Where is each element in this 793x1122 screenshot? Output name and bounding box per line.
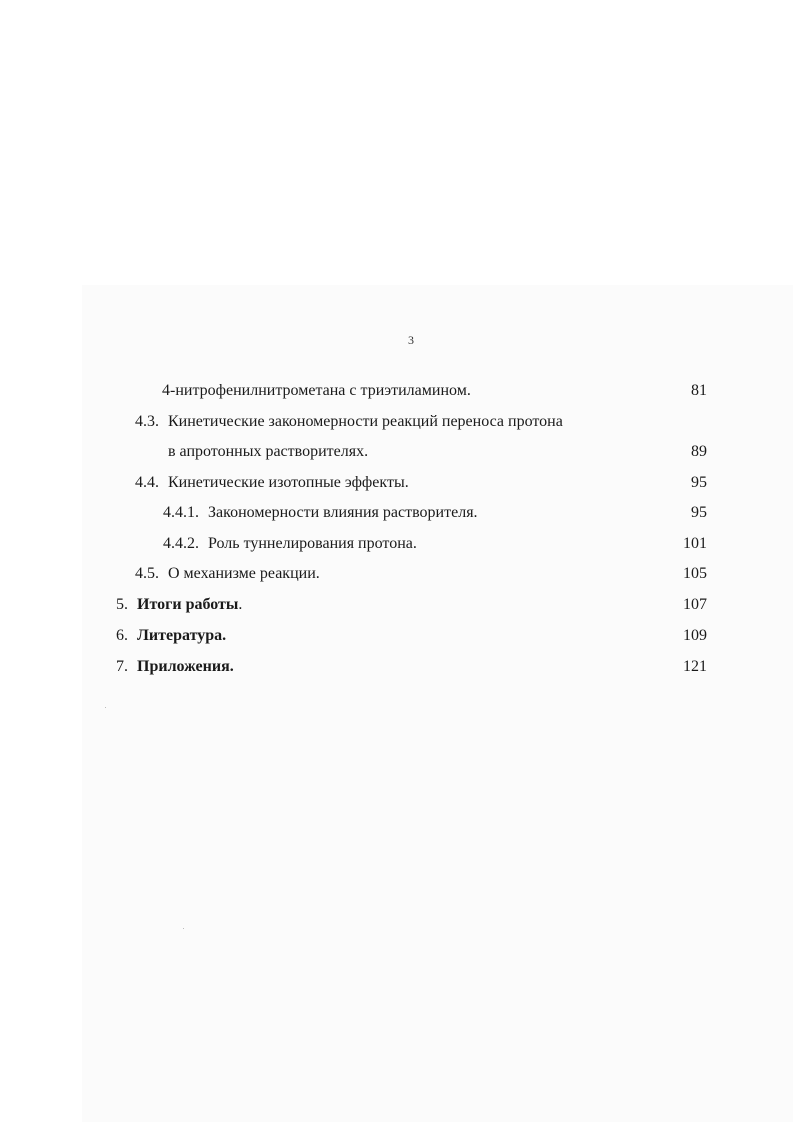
toc-entry-page: 95 (691, 474, 707, 491)
toc-entry-title: Приложения. (137, 658, 234, 675)
toc-entry-number: 4.4.2. (163, 535, 199, 552)
toc-entry-title: в апротонных растворителях. (168, 443, 369, 460)
toc-entry-number: 5. (116, 596, 128, 613)
toc-entry-page: 81 (691, 382, 707, 399)
scan-speck (105, 707, 106, 708)
toc-entry-page: 109 (683, 627, 707, 644)
scan-speck (183, 928, 184, 929)
toc-entry-title-suffix: . (238, 596, 243, 613)
toc-entry-title: О механизме реакции. (168, 565, 320, 582)
toc-entry-number: 4.4. (135, 474, 159, 491)
toc-entry-page: 105 (683, 565, 707, 582)
toc-entry-page: 121 (683, 658, 707, 675)
toc-entry-title: Закономерности влияния растворителя. (208, 504, 478, 521)
toc-entry-number: 7. (116, 658, 128, 675)
toc-entry-4-4 (135, 472, 409, 494)
toc-entry-continuation (162, 380, 471, 402)
toc-entry-page: 101 (683, 535, 707, 552)
toc-entry-title: Кинетические изотопные эффекты. (168, 474, 409, 491)
toc-entry-4-4-1 (163, 502, 478, 524)
toc-entry-number: 4.4.1. (163, 504, 199, 521)
page-number: 3 (408, 333, 414, 347)
toc-entry-4-5 (135, 563, 320, 585)
toc-entry-5 (116, 594, 242, 616)
toc-entry-4-3-continuation (168, 441, 368, 463)
toc-entry-4-4-2 (163, 533, 417, 555)
toc-entry-title: Итоги работы (137, 596, 239, 613)
toc-entry-number: 4.3. (135, 413, 159, 430)
toc-entry-title: Роль туннелирования протона. (208, 535, 417, 552)
toc-entry-title: Литература. (137, 627, 227, 644)
toc-entry-number: 4.5. (135, 565, 159, 582)
toc-entry-page: 107 (683, 596, 707, 613)
toc-entry-page: 89 (691, 443, 707, 460)
toc-entry-7 (116, 656, 234, 678)
toc-entry-4-3 (135, 411, 563, 433)
toc-entry-page: 95 (691, 504, 707, 521)
toc-entry-number: 6. (116, 627, 128, 644)
toc-entry-title: 4-нитрофенилнитрометана с триэтиламином. (162, 382, 471, 399)
toc-entry-title: Кинетические закономерности реакций переноса протона (168, 413, 563, 430)
toc-entry-6 (116, 625, 226, 647)
